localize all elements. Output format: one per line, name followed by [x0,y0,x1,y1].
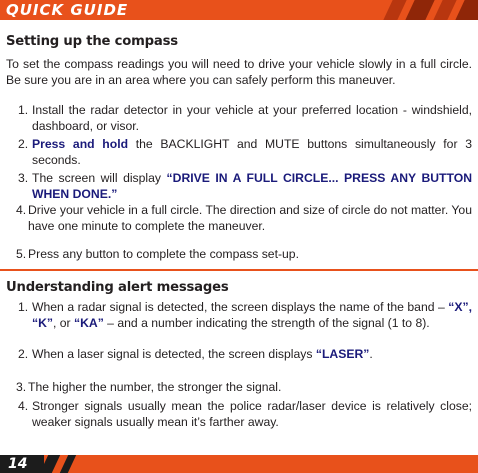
step-text: Install the radar detector in your vehicle at your preferred location - windshield, dashboard, or visor. [32,103,472,133]
compass-intro: To set the compass readings you will need to drive your vehicle slowly in a full circle. Be sure you are in an area where you can safely perform this maneuver. [6,57,472,87]
banner-stripe [405,0,434,20]
band-ka: “KA” [74,315,104,330]
footer-stripe [60,455,76,473]
header-banner [0,0,478,20]
item-body: When a radar signal is detected, the screen displays the name of the band – [32,300,449,314]
banner-stripe [455,0,478,20]
step-text [32,137,472,168]
step-body: The screen will display [32,171,167,185]
band-separator: , or [53,315,74,330]
band-k: “K” [32,315,53,330]
alert-item-2 [18,347,472,363]
step-text: Drive your vehicle in a full circle. The direction and size of circle do not matter. You have one minute to complete the maneuver. [28,203,472,233]
alert-item-3 [16,380,472,396]
item-text: The higher the number, the stronger the signal. [28,380,282,394]
step-body: the BACKLIGHT and MUTE buttons simultaneously for 3 seconds. [32,137,472,167]
compass-step-5 [16,247,472,263]
item-tail: . [369,347,373,361]
alert-item-1 [18,300,472,331]
item-number: 2. [18,347,29,361]
alerts-section-title: Understanding alert messages [6,280,229,295]
item-body: – and a number indicating the strength of the signal (1 to 8). [103,315,430,330]
item-body: When a laser signal is detected, the screen displays [32,347,316,361]
item-number: 3. [16,380,27,394]
alert-item-4 [18,399,472,430]
step-emphasis: “DRIVE IN A FULL CIRCLE... PRESS ANY BUTTON WHEN DONE.” [32,171,472,201]
step-number: 1. [18,103,29,117]
footer-bar [0,455,478,473]
guide-title: QUICK GUIDE [6,1,129,19]
section-divider [0,269,478,271]
banner-stripe [383,0,406,20]
step-number: 2. [18,137,29,151]
step-number: 3. [18,171,29,185]
item-number: 1. [18,300,29,314]
band-x: “X” [448,300,469,314]
item-number: 4. [18,399,29,413]
step-text: Press any button to complete the compass set-up. [28,247,299,261]
compass-step-1 [18,103,472,134]
compass-step-2 [18,137,472,168]
band-separator: , [468,300,472,314]
page-number: 14 [8,456,28,472]
step-number: 5. [16,247,27,261]
step-number: 4. [16,203,27,217]
item-text [32,347,472,363]
step-text [32,171,472,202]
item-text [32,300,472,331]
step-emphasis: Press and hold [32,137,129,151]
compass-step-4 [16,203,472,234]
item-text: Stronger signals usually mean the police radar/laser device is relatively close; weaker signals usually mean it’s farther away. [32,399,472,429]
compass-section-title: Setting up the compass [6,34,178,49]
compass-step-3 [18,171,472,202]
laser-label: “LASER” [315,347,370,361]
banner-stripe [433,0,456,20]
